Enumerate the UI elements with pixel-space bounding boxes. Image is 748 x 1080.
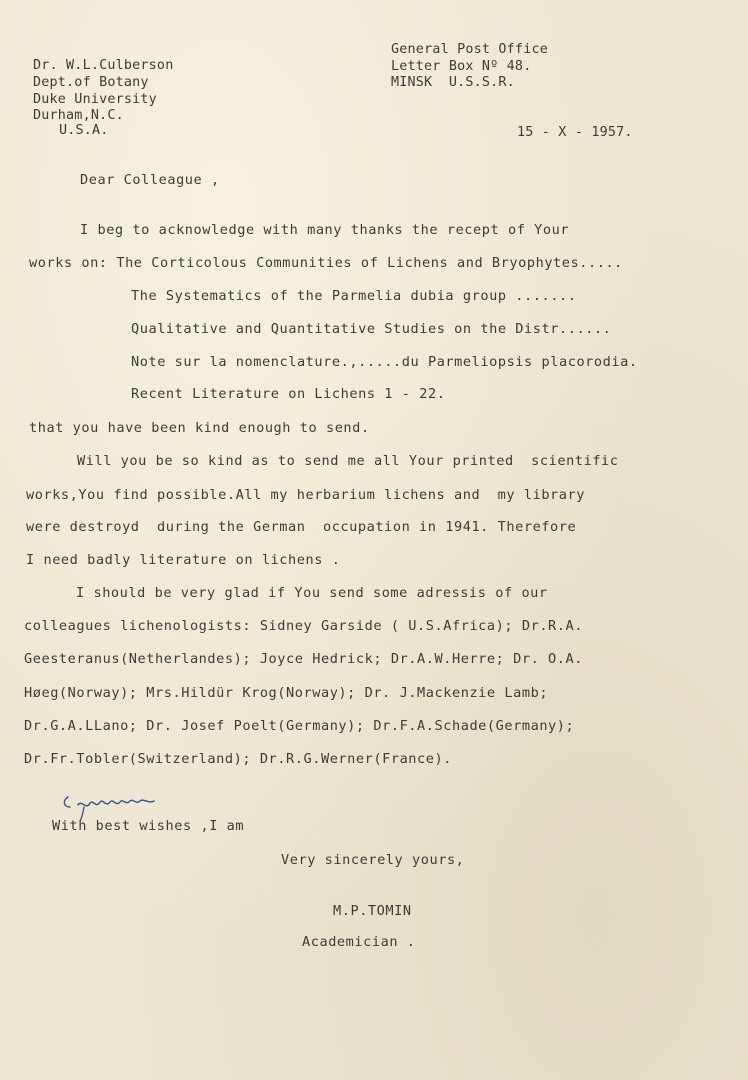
sender-address-line: General Post Office — [391, 42, 548, 57]
body-line: works on: The Corticolous Communities of Lichens and Bryophytes..... — [29, 255, 623, 271]
work-title: Qualitative and Quantitative Studies on the Distr...... — [131, 321, 612, 337]
body-line: Geesteranus(Netherlandes); Joyce Hedrick; Dr.A.W.Herre; Dr. O.A. — [24, 651, 583, 667]
recipient-line: U.S.A. — [59, 123, 109, 138]
recipient-line: Durham,N.C. — [33, 108, 124, 123]
body-line: colleagues lichenologists: Sidney Garside ( U.S.Africa); Dr.R.A. — [24, 618, 583, 634]
body-line: Dr.G.A.LLano; Dr. Josef Poelt(Germany); Dr.F.A.Schade(Germany); — [24, 718, 575, 734]
body-line: I should be very glad if You send some adressis of our — [76, 585, 548, 601]
work-title: The Systematics of the Parmelia dubia group ....... — [131, 288, 577, 304]
body-line: Høeg(Norway); Mrs.Hildür Krog(Norway); Dr. J.Mackenzie Lamb; — [24, 685, 549, 701]
recipient-line: Dept.of Botany — [33, 75, 149, 90]
body-line: that you have been kind enough to send. — [29, 420, 370, 436]
body-line: were destroyd during the German occupation in 1941. Therefore — [26, 519, 577, 535]
salutation: Dear Colleague , — [80, 172, 220, 188]
signer-name: M.P.TOMIN — [333, 903, 412, 919]
sender-address-line: Letter Box Nº 48. — [391, 59, 532, 74]
body-line: I need badly literature on lichens . — [26, 552, 341, 568]
closing-wishes: With best wishes ,I am — [52, 818, 245, 834]
signer-title: Academician . — [302, 934, 416, 950]
recipient-line: Duke University — [33, 92, 157, 107]
body-line: I beg to acknowledge with many thanks the recept of Your — [80, 222, 570, 238]
recipient-line: Dr. W.L.Culberson — [33, 58, 174, 73]
work-title: Recent Literature on Lichens 1 - 22. — [131, 386, 446, 402]
closing-sincerely: Very sincerely yours, — [281, 852, 465, 868]
body-line: Dr.Fr.Tobler(Switzerland); Dr.R.G.Werner(France). — [24, 751, 452, 767]
body-line: Will you be so kind as to send me all Your printed scientific — [77, 453, 619, 469]
letter-date: 15 - X - 1957. — [517, 125, 633, 140]
work-title: Note sur la nomenclature.,.....du Parmeliopsis placorodia. — [131, 354, 638, 370]
body-line: works,You find possible.All my herbarium lichens and my library — [26, 487, 585, 503]
sender-address-line: MINSK U.S.S.R. — [391, 75, 515, 90]
